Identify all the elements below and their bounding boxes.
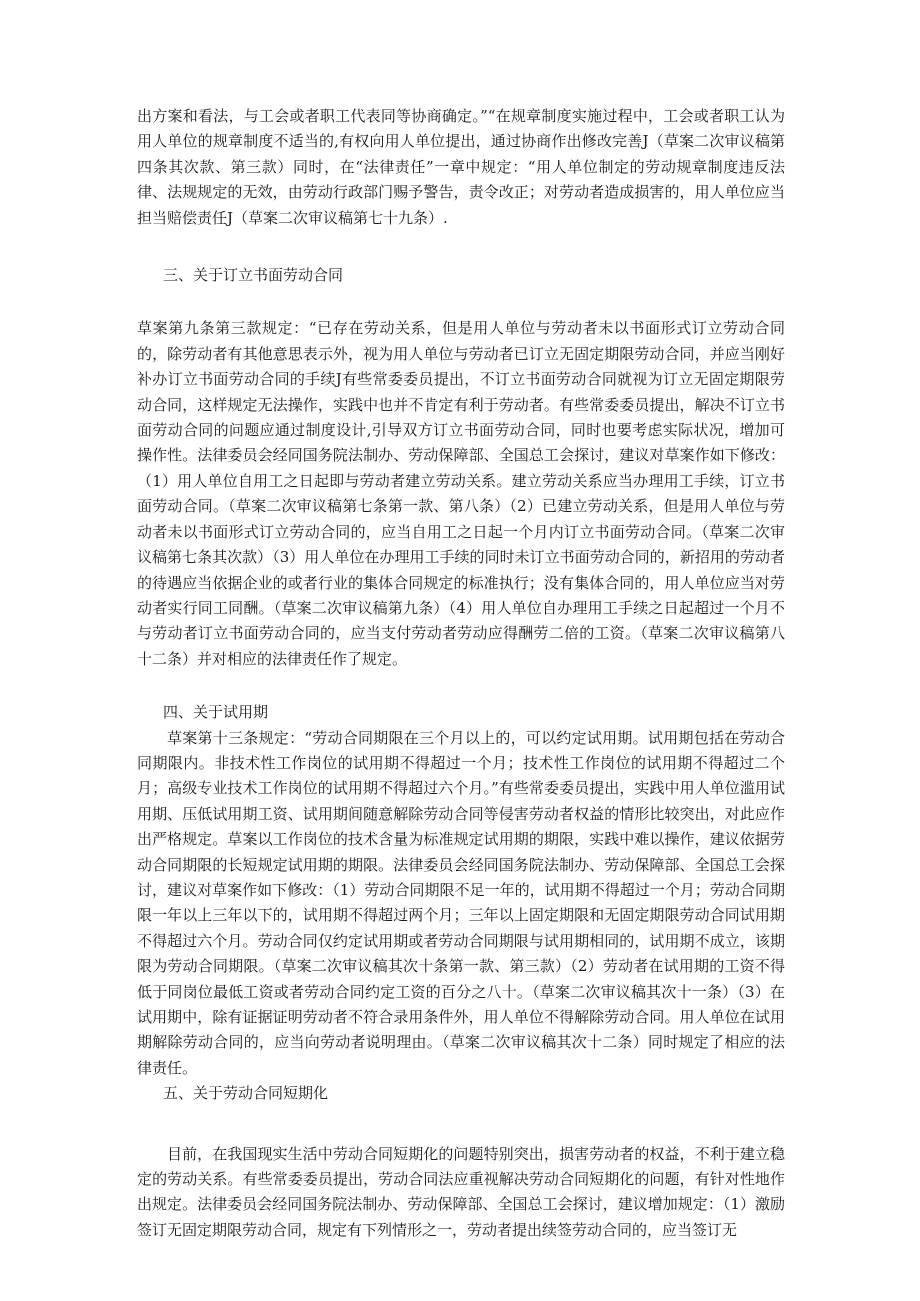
section-heading-5: 五、关于劳动合同短期化 xyxy=(163,1084,329,1103)
paragraph-intro: 出方案和看法，与工会或者职工代表同等协商确定。”“在规章制度实施过程中，工会或者职工认为用人单位的规章制度不适当的,有权向用人单位提出，通过协商作出修改完善J（草案二次审议稿第四条其次款、第三款）同时，在“法律责任”一章中规定：“用人单位制定的劳动规章制度违反法律、法规规定的无效，由劳动行政部门赐予警告，责令改正；对劳动者造成损害的，用人单位应当担当赔偿责任J（草案二次审议稿第七十九条）. xyxy=(137,107,785,227)
paragraph-section-5: 目前，在我国现实生活中劳动合同短期化的问题特别突出，损害劳动者的权益，不利于建立稳定的劳动关系。有些常委委员提出，劳动合同法应重视解决劳动合同短期化的问题，有针对性地作出规定。法律委员会经同国务院法制办、劳动保障部、全国总工会探讨，建议增加规定：（1）激励签订无固定期限劳动合同，规定有下列情形之一，劳动者提出续签劳动合同的，应当签订无 xyxy=(137,1144,785,1239)
paragraph-section-4: 草案第十三条规定：“劳动合同期限在三个月以上的，可以约定试用期。试用期包括在劳动合同期限内。非技术性工作岗位的试用期不得超过一个月；技术性工作岗位的试用期不得超过二个月；高级专业技术工作岗位的试用期不得超过六个月。”有些常委委员提出，实践中用人单位滥用试用期、压低试用期工资、试用期间随意解除劳动合同等侵害劳动者权益的情形比较突出，对此应作出严格规定。草案以工作岗位的技术含量为标准规定试用期的期限，实践中难以操作，建议依据劳动合同期限的长短规定试用期的期限。法律委员会经同国务院法制办、劳动保障部、全国总工会探讨，建议对草案作如下修改：（1）劳动合同期限不足一年的，试用期不得超过一个月；劳动合同期限一年以上三年以下的，试用期不得超过两个月；三年以上固定期限和无固定期限劳动合同试用期不得超过六个月。劳动合同仅约定试用期或者劳动合同期限与试用期相同的，试用期不成立，该期限为劳动合同期限。（草案二次审议稿其次十条第一款、第三款）（2）劳动者在试用期的工资不得低于同岗位最低工资或者劳动合同约定工资的百分之八十。（草案二次审议稿其次十一条）（3）在试用期中，除有证据证明劳动者不符合录用条件外，用人单位不得解除劳动合同。用人单位在试用期解除劳动合同的，应当向劳动者说明理由。（草案二次审议稿其次十二条）同时规定了相应的法律责任。 xyxy=(137,728,785,1077)
section-heading-4: 四、关于试用期 xyxy=(163,703,269,722)
document-body xyxy=(137,104,785,1243)
paragraph-section-3: 草案第九条第三款规定：“已存在劳动关系，但是用人单位与劳动者未以书面形式订立劳动合同的，除劳动者有其他意思表示外，视为用人单位与劳动者已订立无固定期限劳动合同，并应当刚好补办订立书面劳动合同的手续J有些常委委员提出，不订立书面劳动合同就视为订立无固定期限劳动合同，这样规定无法操作，实践中也并不肯定有利于劳动者。有些常委委员提出，解决不订立书面劳动合同的问题应通过制度设计,引导双方订立书面劳动合同，同时也要考虑实际状况，增加可操作性。法律委员会经同国务院法制办、劳动保障部、全国总工会探讨，建议对草案作如下修改：（1）用人单位自用工之日起即与劳动者建立劳动关系。建立劳动关系应当办理用工手续，订立书面劳动合同。（草案二次审议稿第七条第一款、第八条）（2）已建立劳动关系，但是用人单位与劳动者未以书面形式订立劳动合同的，应当自用工之日起一个月内订立书面劳动合同。（草案二次审议稿第七条其次款）（3）用人单位在办理用工手续的同时未订立书面劳动合同的，新招用的劳动者的待遇应当依据企业的或者行业的集体合同规定的标准执行；没有集体合同的，用人单位应当对劳动者实行同工同酬。（草案二次审议稿第九条）（4）用人单位自办理用工手续之日起超过一个月不与劳动者订立书面劳动合同的，应当支付劳动者劳动应得酬劳二倍的工资。（草案二次审议稿第八十二条）并对相应的法律责任作了规定。 xyxy=(137,319,785,668)
section-heading-3: 三、关于订立书面劳动合同 xyxy=(163,266,344,285)
